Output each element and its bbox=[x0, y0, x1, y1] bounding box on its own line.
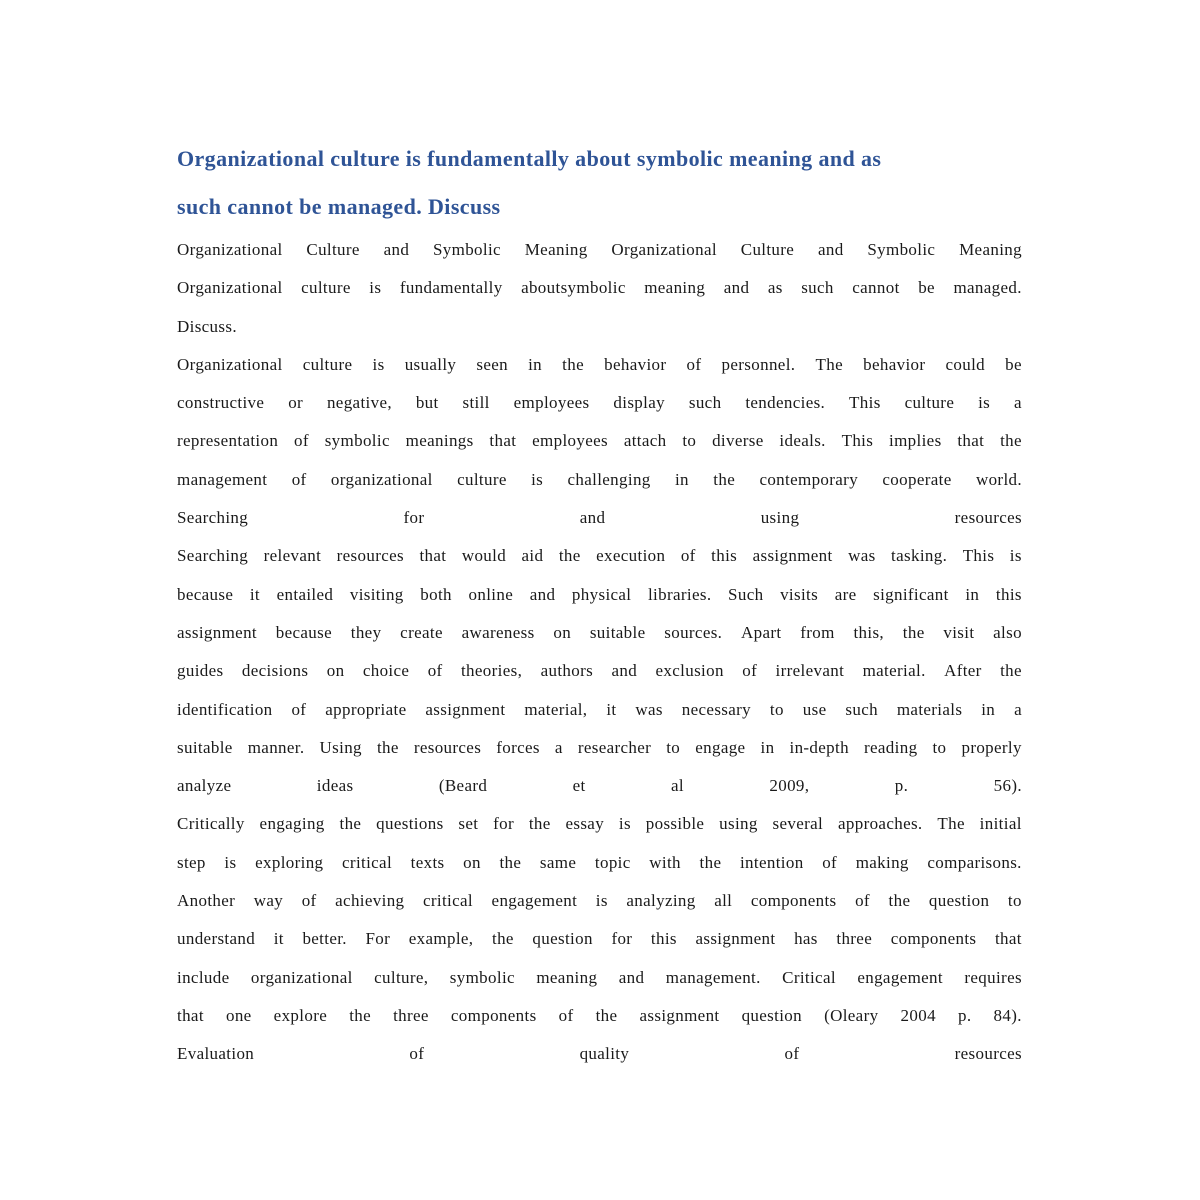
body-line: Organizational culture is usually seen in the behavior of personnel. The behavior could be bbox=[177, 354, 1022, 374]
body-line: management of organizational culture is challenging in the contemporary cooperate world. bbox=[177, 469, 1022, 489]
body-line: Evaluation of quality of resources bbox=[177, 1044, 1022, 1064]
document-body bbox=[177, 231, 1022, 1074]
body-line: Another way of achieving critical engagement is analyzing all components of the question to bbox=[177, 891, 1022, 911]
document-title bbox=[177, 135, 1022, 231]
body-line: guides decisions on choice of theories, authors and exclusion of irrelevant material. After the bbox=[177, 661, 1022, 681]
title-line: Organizational culture is fundamentally about symbolic meaning and as bbox=[177, 146, 882, 171]
body-line: assignment because they create awareness on suitable sources. Apart from this, the visit also bbox=[177, 622, 1022, 642]
body-line: identification of appropriate assignment material, it was necessary to use such materials in a bbox=[177, 699, 1022, 719]
body-line: representation of symbolic meanings that employees attach to diverse ideals. This implies that the bbox=[177, 431, 1022, 451]
body-line: because it entailed visiting both online and physical libraries. Such visits are significant in this bbox=[177, 584, 1022, 604]
body-line: that one explore the three components of the assignment question (Oleary 2004 p. 84). bbox=[177, 1005, 1022, 1025]
body-line: understand it better. For example, the question for this assignment has three components that bbox=[177, 929, 1022, 949]
body-line: constructive or negative, but still employees display such tendencies. This culture is a bbox=[177, 393, 1022, 413]
body-line: include organizational culture, symbolic meaning and management. Critical engagement requires bbox=[177, 967, 1022, 987]
body-line: Searching relevant resources that would aid the execution of this assignment was tasking. This is bbox=[177, 546, 1022, 566]
body-line: analyze ideas (Beard et al 2009, p. 56). bbox=[177, 776, 1022, 796]
body-line: step is exploring critical texts on the same topic with the intention of making comparisons. bbox=[177, 852, 1022, 872]
title-line: such cannot be managed. Discuss bbox=[177, 194, 501, 219]
body-line: Organizational Culture and Symbolic Meaning Organizational Culture and Symbolic Meaning bbox=[177, 240, 1022, 259]
body-line: Searching for and using resources bbox=[177, 508, 1022, 528]
document-page bbox=[177, 135, 1022, 1074]
body-line: Organizational culture is fundamentally aboutsymbolic meaning and as such cannot be managed. bbox=[177, 278, 1022, 298]
body-line: Discuss. bbox=[177, 316, 237, 336]
body-line: Critically engaging the questions set for the essay is possible using several approaches. The initial bbox=[177, 814, 1022, 834]
body-line: suitable manner. Using the resources forces a researcher to engage in in-depth reading to properly bbox=[177, 737, 1022, 757]
